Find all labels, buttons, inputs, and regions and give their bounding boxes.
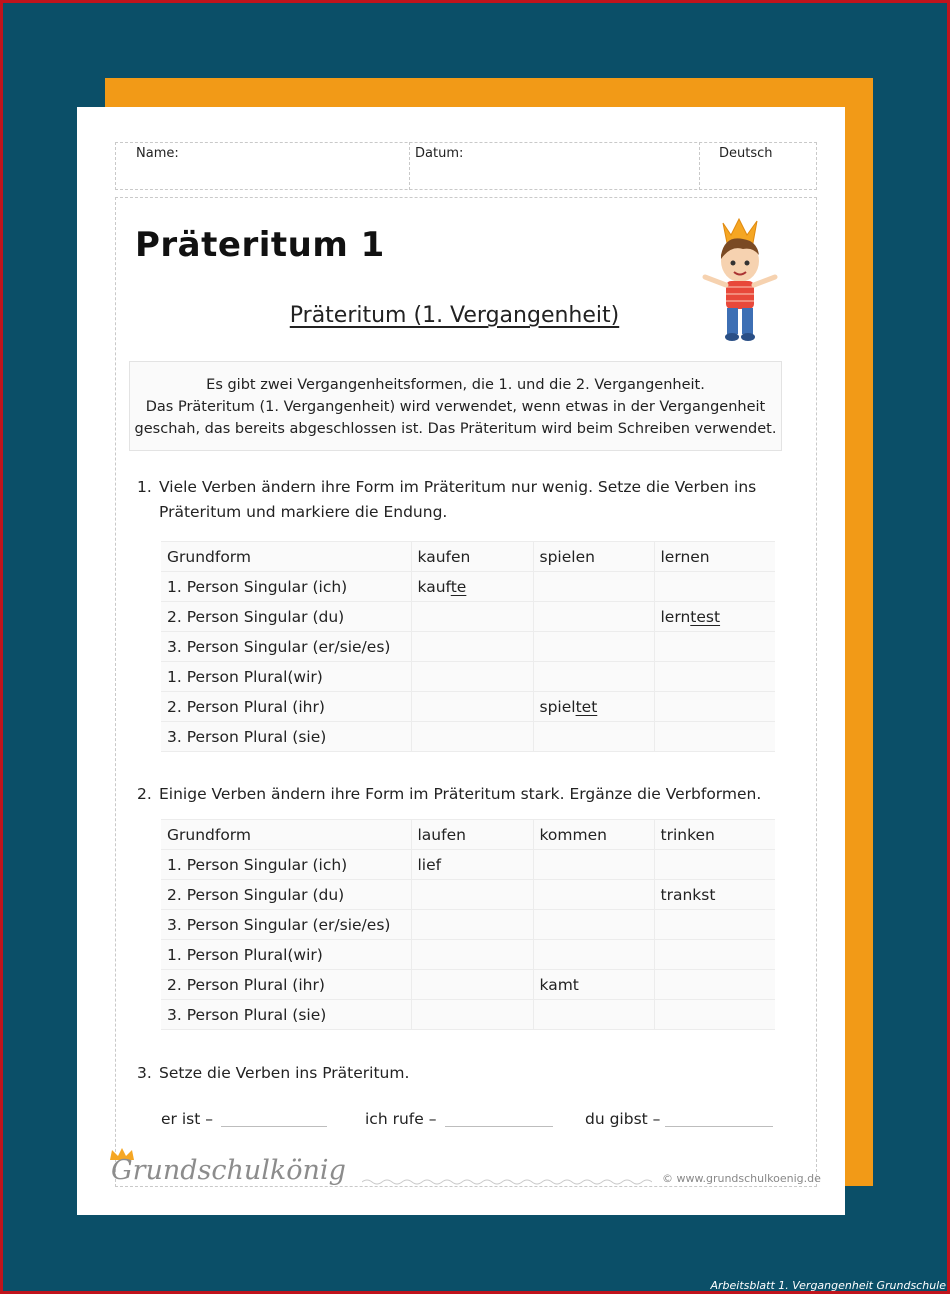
info-box	[129, 361, 782, 451]
table-row	[161, 850, 775, 880]
header-divider	[699, 142, 700, 190]
task-number: 3.	[137, 1064, 152, 1082]
answer-cell[interactable]	[411, 722, 533, 752]
table-row	[161, 572, 775, 602]
example-stem: lern	[660, 607, 691, 626]
answer-cell[interactable]: kamt	[533, 970, 654, 1000]
table-row	[161, 662, 775, 692]
answer-cell[interactable]	[411, 662, 533, 692]
answer-cell[interactable]	[533, 850, 654, 880]
task-text: Präteritum und markiere die Endung.	[159, 503, 448, 521]
date-label: Datum:	[415, 146, 464, 161]
info-line: Es gibt zwei Vergangenheitsformen, die 1. und die 2. Vergangenheit.	[206, 377, 705, 393]
answer-line[interactable]	[665, 1126, 773, 1127]
example-ending: tet	[575, 697, 598, 716]
person-label: 2. Person Singular (du)	[161, 602, 411, 632]
answer-cell[interactable]	[533, 632, 654, 662]
table-row	[161, 970, 775, 1000]
answer-cell[interactable]	[411, 572, 533, 602]
header-divider	[409, 142, 410, 190]
answer-cell[interactable]	[411, 880, 533, 910]
person-label: 1. Person Plural(wir)	[161, 662, 411, 692]
answer-cell[interactable]	[654, 692, 775, 722]
answer-cell[interactable]	[411, 940, 533, 970]
answer-cell[interactable]	[411, 602, 533, 632]
answer-cell[interactable]	[654, 970, 775, 1000]
answer-cell[interactable]	[654, 602, 775, 632]
table-row	[161, 940, 775, 970]
header-cell: Grundform	[161, 542, 411, 572]
answer-cell[interactable]	[533, 880, 654, 910]
answer-cell[interactable]	[411, 970, 533, 1000]
task-1-instruction	[137, 475, 756, 525]
person-label: 3. Person Plural (sie)	[161, 1000, 411, 1030]
task-text: Einige Verben ändern ihre Form im Präteritum stark. Ergänze die Verbformen.	[159, 785, 762, 803]
person-label: 2. Person Plural (ihr)	[161, 970, 411, 1000]
header-cell: trinken	[654, 820, 775, 850]
answer-cell[interactable]	[533, 910, 654, 940]
answer-line[interactable]	[445, 1126, 553, 1127]
answer-cell[interactable]	[411, 632, 533, 662]
header-cell: lernen	[654, 542, 775, 572]
answer-cell[interactable]	[411, 1000, 533, 1030]
table-row	[161, 880, 775, 910]
example-stem: spiel	[539, 697, 576, 716]
example-ending: te	[450, 577, 467, 596]
fill-prompt: du gibst –	[585, 1110, 661, 1128]
table-row	[161, 1000, 775, 1030]
person-label: 1. Person Plural(wir)	[161, 940, 411, 970]
page-title: Präteritum 1	[135, 225, 385, 265]
answer-cell[interactable]: lief	[411, 850, 533, 880]
answer-cell[interactable]	[654, 910, 775, 940]
answer-line[interactable]	[221, 1126, 327, 1127]
header-cell: kaufen	[411, 542, 533, 572]
table-row	[161, 722, 775, 752]
answer-cell[interactable]	[533, 602, 654, 632]
answer-cell[interactable]	[533, 940, 654, 970]
person-label: 3. Person Singular (er/sie/es)	[161, 910, 411, 940]
person-label: 2. Person Plural (ihr)	[161, 692, 411, 722]
table-row	[161, 692, 775, 722]
table-row	[161, 602, 775, 632]
task-3-instruction	[137, 1061, 409, 1086]
person-label: 3. Person Plural (sie)	[161, 722, 411, 752]
name-label: Name:	[136, 146, 179, 161]
worksheet-subtitle: Präteritum (1. Vergangenheit)	[289, 303, 620, 328]
answer-cell[interactable]	[411, 692, 533, 722]
task-number: 1.	[137, 478, 152, 496]
website-link: © www.grundschulkoenig.de	[662, 1172, 821, 1185]
answer-cell[interactable]	[654, 572, 775, 602]
person-label: 1. Person Singular (ich)	[161, 572, 411, 602]
header-cell: spielen	[533, 542, 654, 572]
task-2-instruction	[137, 782, 761, 807]
example-stem: kauf	[417, 577, 451, 596]
fill-prompt: ich rufe –	[365, 1110, 437, 1128]
king-boy-illustration	[695, 215, 785, 355]
conjugation-table-weak	[161, 541, 775, 752]
table-row	[161, 632, 775, 662]
answer-cell[interactable]	[411, 910, 533, 940]
task-text: Setze die Verben ins Präteritum.	[159, 1064, 410, 1082]
table-header-row	[161, 542, 775, 572]
answer-cell[interactable]	[533, 692, 654, 722]
header-box	[115, 142, 817, 190]
answer-cell[interactable]	[654, 722, 775, 752]
answer-cell[interactable]	[654, 662, 775, 692]
conjugation-table-strong	[161, 819, 775, 1030]
table-header-row	[161, 820, 775, 850]
header-cell: kommen	[533, 820, 654, 850]
answer-cell[interactable]	[533, 662, 654, 692]
fill-prompt: er ist –	[161, 1110, 213, 1128]
header-cell: Grundform	[161, 820, 411, 850]
task-number: 2.	[137, 785, 152, 803]
subject-label: Deutsch	[719, 146, 773, 161]
answer-cell[interactable]	[654, 850, 775, 880]
example-ending: test	[690, 607, 721, 626]
task-text: Viele Verben ändern ihre Form im Präteritum nur wenig. Setze die Verben ins	[159, 478, 757, 496]
info-line: geschah, das bereits abgeschlossen ist. Das Präteritum wird beim Schreiben verwendet.	[134, 421, 777, 437]
person-label: 2. Person Singular (du)	[161, 880, 411, 910]
person-label: 3. Person Singular (er/sie/es)	[161, 632, 411, 662]
answer-cell[interactable]: trankst	[654, 880, 775, 910]
answer-cell[interactable]	[654, 1000, 775, 1030]
info-line: Das Präteritum (1. Vergangenheit) wird verwendet, wenn etwas in der Vergangenheit	[145, 399, 766, 415]
footer-divider	[362, 1177, 652, 1187]
image-caption: Arbeitsblatt 1. Vergangenheit Grundschule	[710, 1279, 946, 1292]
header-cell: laufen	[411, 820, 533, 850]
table-row	[161, 910, 775, 940]
brand-logo: Grundschulkönig	[111, 1155, 346, 1186]
answer-cell[interactable]	[654, 632, 775, 662]
answer-cell[interactable]	[533, 722, 654, 752]
answer-cell[interactable]	[654, 940, 775, 970]
worksheet-page	[77, 107, 845, 1215]
answer-cell[interactable]	[533, 572, 654, 602]
person-label: 1. Person Singular (ich)	[161, 850, 411, 880]
answer-cell[interactable]	[533, 1000, 654, 1030]
